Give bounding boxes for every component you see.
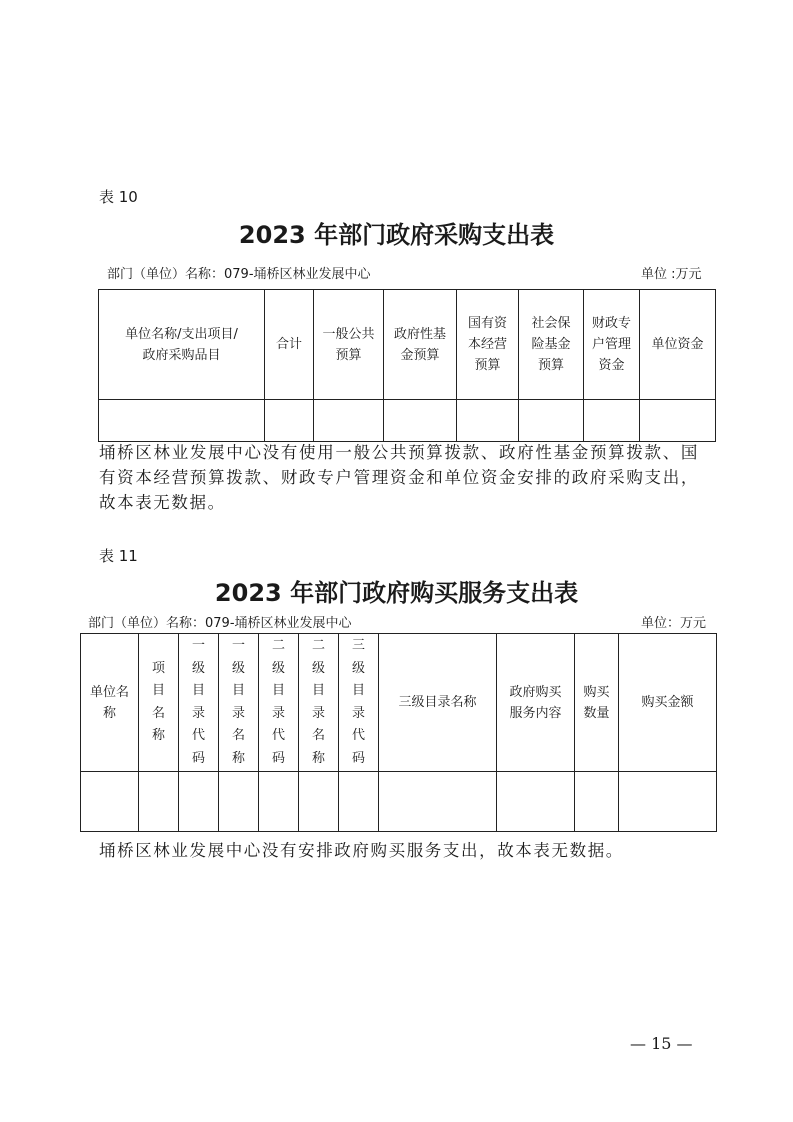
- t11-header-quantity: 购买数量: [575, 634, 619, 772]
- table10-empty-row: [99, 400, 716, 442]
- table11-unit: 单位：万元: [641, 616, 707, 631]
- table11-grid: [80, 633, 717, 832]
- t11-header-unit-name: 单位名称: [81, 634, 139, 772]
- t11-header-l3-name: 三级目录名称: [379, 634, 497, 772]
- t11-header-l2-code: 二级目录代码: [259, 634, 299, 772]
- t11-header-l2-name: 二级目录名称: [299, 634, 339, 772]
- t10-header-fund: 政府性基金预算: [384, 290, 457, 400]
- t10-header-name: 单位名称/支出项目/政府采购品目: [99, 290, 265, 400]
- t11-header-l1-name: 一级目录名称: [219, 634, 259, 772]
- t11-header-l3-code: 三级目录代码: [339, 634, 379, 772]
- table10-note: 埇桥区林业发展中心没有使用一般公共预算拨款、政府性基金预算拨款、国有资本经营预算拨款、财政专户管理资金和单位资金安排的政府采购支出，故本表无数据。: [99, 443, 699, 512]
- t10-header-general: 一般公共预算: [314, 290, 384, 400]
- t10-header-social-insurance: 社会保险基金预算: [519, 290, 584, 400]
- t10-header-unit-funds: 单位资金: [640, 290, 716, 400]
- table11-label: 表 11: [99, 547, 138, 565]
- table11-title: 2023 年部门政府购买服务支出表: [214, 579, 579, 607]
- t11-header-amount: 购买金额: [619, 634, 717, 772]
- table11-note: 埇桥区林业发展中心没有安排政府购买服务支出，故本表无数据。: [99, 841, 624, 860]
- t11-header-l1-code: 一级目录代码: [179, 634, 219, 772]
- table10-unit: 单位 :万元: [641, 267, 702, 282]
- table11-dept: 部门（单位）名称：079-埇桥区林业发展中心: [88, 616, 352, 631]
- table10-grid: [98, 289, 716, 442]
- table10-title: 2023 年部门政府采购支出表: [238, 221, 555, 249]
- t11-header-service-content: 政府购买服务内容: [497, 634, 575, 772]
- table11-empty-row: [81, 772, 717, 832]
- table10-dept: 部门（单位）名称：079-埇桥区林业发展中心: [107, 267, 371, 282]
- t11-header-project-name: 项目名称: [139, 634, 179, 772]
- t10-header-state-capital: 国有资本经营预算: [457, 290, 519, 400]
- table10-label: 表 10: [99, 188, 138, 206]
- page-number: — 15 —: [630, 1034, 693, 1053]
- t10-header-total: 合计: [265, 290, 314, 400]
- t10-header-special-account: 财政专户管理资金: [584, 290, 640, 400]
